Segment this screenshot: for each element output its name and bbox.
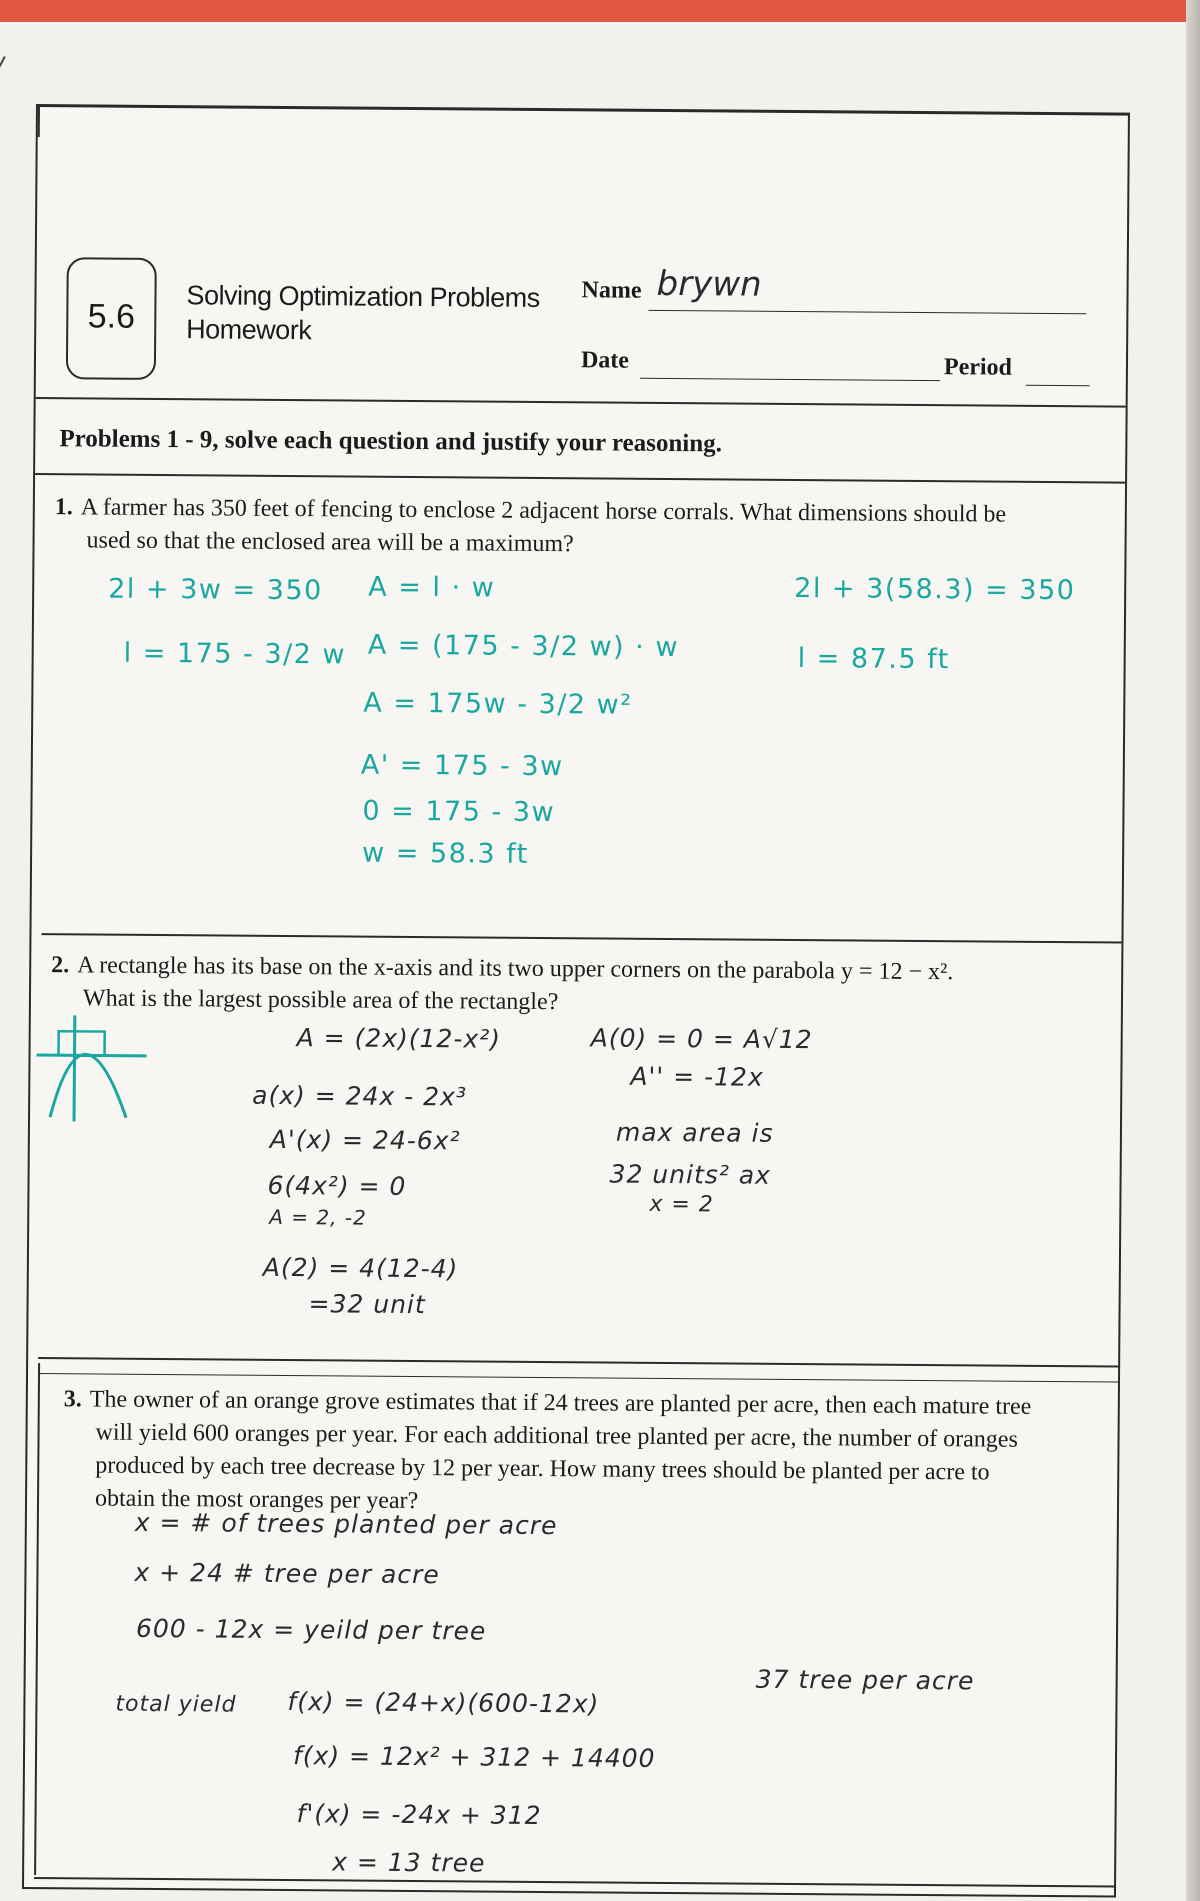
p1-work-derivative: A' = 175 - 3w (360, 749, 564, 783)
p2-work-endpoint: A(0) = 0 = A√12 (590, 1023, 813, 1055)
problem-3-bottom-border (34, 1877, 1114, 1887)
p2-work-roots: A = 2, -2 (269, 1204, 367, 1230)
p3-work-yield: 600 - 12x = yeild per tree (135, 1613, 487, 1646)
p3-work-answer: 37 tree per acre (755, 1664, 975, 1696)
parabola-sketch-icon (30, 1005, 151, 1126)
p1-work-length: l = 175 - 3/2 w (123, 637, 347, 671)
student-name: brywn (656, 263, 762, 305)
top-color-stripe (0, 0, 1200, 22)
p1-work-width: w = 58.3 ft (362, 837, 529, 870)
problem-3-top-border (38, 1373, 1118, 1382)
p2-work-derivative: A'(x) = 24-6x² (269, 1124, 461, 1156)
problem-3-number: 3. (63, 1386, 82, 1413)
pencil-mark (0, 56, 6, 103)
p3-work-variable: x = # of trees planted per acre (134, 1507, 558, 1541)
instructions: Problems 1 - 9, solve each question and justify your reasoning. (59, 425, 723, 458)
worksheet-page (22, 104, 1130, 1898)
problem-1-text-line-1: A farmer has 350 feet of fencing to enclose 2 adjacent horse corrals. What dimensions should be (80, 494, 1007, 528)
binder-edge (1186, 0, 1200, 1901)
p1-work-check: 2l + 3(58.3) = 350 (794, 572, 1076, 607)
problem-2-text-line-1: A rectangle has its base on the x-axis and its two upper corners on the parabola y = 12 − x². (77, 952, 954, 986)
p2-work-factor: 6(4x²) = 0 (267, 1170, 407, 1201)
p1-work-set-zero: 0 = 175 - 3w (362, 795, 556, 829)
problem-2-text-line-2: What is the largest possible area of the rectangle? (82, 985, 559, 1016)
problem-3-text-line-1: The owner of an orange grove estimates that if 24 trees are planted per acre, then each mature tree (89, 1386, 1032, 1420)
problem-3-text-line-3: produced by each tree decrease by 12 per year. How many trees should be planted per acre to (95, 1452, 990, 1486)
section-number-box (66, 257, 157, 380)
title-line-2: Homework (186, 314, 312, 346)
p3-work-trees: x + 24 # tree per acre (134, 1557, 440, 1590)
problem-1-divider (41, 933, 1121, 943)
p3-work-expanded: f(x) = 12x² + 312 + 14400 (292, 1741, 656, 1773)
p2-work-evaluate: A(2) = 4(12-4) (262, 1252, 459, 1284)
p1-work-area-formula: A = l · w (368, 571, 496, 604)
p2-work-x-value: x = 2 (649, 1191, 714, 1218)
date-label: Date (580, 347, 630, 374)
title-line-1: Solving Optimization Problems (186, 280, 540, 313)
period-underline (1026, 385, 1090, 387)
problem-2-divider (38, 1357, 1118, 1367)
frame-line (38, 107, 40, 137)
problem-3-left-border (34, 1363, 40, 1875)
p1-work-length-answer: l = 87.5 ft (797, 642, 950, 676)
problem-2-number: 2. (51, 952, 70, 979)
problem-1 (54, 491, 1114, 565)
p2-work-result: =32 unit (308, 1289, 426, 1320)
p3-work-solution: x = 13 tree (332, 1847, 486, 1878)
p2-work-max-label: max area is (615, 1117, 774, 1148)
name-underline (648, 310, 1086, 314)
p2-work-area: A = (2x)(12-x²) (296, 1023, 502, 1054)
p1-work-area-substitute: A = (175 - 3/2 w) · w (367, 629, 680, 664)
instructions-divider (35, 473, 1125, 484)
p3-work-derivative: f'(x) = -24x + 312 (296, 1799, 542, 1831)
p1-work-area-expanded: A = 175w - 3/2 w² (363, 687, 633, 721)
header-divider (36, 397, 1126, 408)
p2-work-max-value: 32 units² ax (609, 1159, 772, 1190)
p3-work-total-label: total yield (115, 1691, 237, 1718)
problem-3-text-line-4: obtain the most oranges per year? (94, 1485, 419, 1515)
problem-3-text-line-2: will yield 600 oranges per year. For each additional tree planted per acre, the number of oranges (95, 1419, 1018, 1453)
p1-work-constraint: 2l + 3w = 350 (108, 573, 323, 607)
name-label: Name (581, 277, 642, 304)
problem-3 (63, 1383, 1104, 1523)
worksheet-title (186, 278, 540, 349)
p2-work-expand: a(x) = 24x - 2x³ (252, 1080, 468, 1112)
section-number: 5.6 (87, 297, 136, 336)
date-underline (640, 378, 940, 381)
problem-2 (51, 949, 1111, 1023)
problem-1-text-line-2: used so that the enclosed area will be a maximum? (86, 527, 574, 558)
period-label: Period (943, 354, 1013, 381)
p2-work-second-derivative: A'' = -12x (630, 1061, 764, 1092)
problem-1-number: 1. (54, 494, 73, 521)
p3-work-function: f(x) = (24+x)(600-12x) (287, 1687, 600, 1719)
